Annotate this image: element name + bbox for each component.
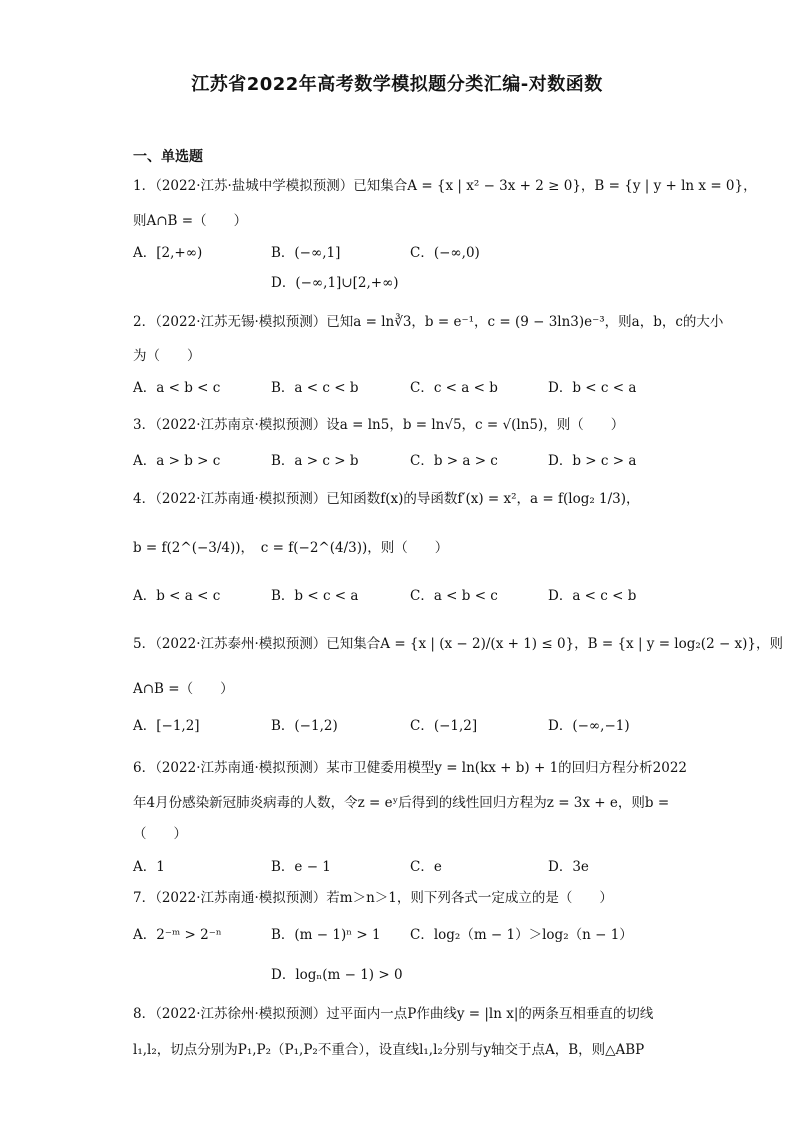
question-6-option-b: B．e − 1 [271, 859, 331, 875]
question-2-stem: 2．（2022·江苏无锡·模拟预测）已知a = ln∛3，b = e⁻¹，c = (9 − 3ln3)e⁻³，则a，b，c的大小 [133, 314, 724, 330]
question-2-stem-cont: 为（ ） [133, 348, 201, 364]
question-7-option-c: C．log₂（m − 1）＞log₂（n − 1） [410, 927, 633, 943]
question-4-stem-cont: b = f(2^(−3/4))， c = f(−2^(4/3))，则（ ） [133, 540, 449, 556]
section-heading: 一、单选题 [133, 149, 203, 165]
question-7-option-b: B．(m − 1)ⁿ > 1 [271, 927, 381, 943]
question-3-stem: 3．（2022·江苏南京·模拟预测）设a = ln5，b = ln√5，c = √(ln5)，则（ ） [133, 417, 625, 433]
question-1-option-b: B．(−∞,1] [271, 245, 341, 261]
question-3-option-d: D．b > c > a [548, 453, 637, 469]
question-1-option-c: C．(−∞,0) [410, 245, 480, 261]
question-4-option-b: B．b < c < a [271, 588, 359, 604]
question-4-option-a: A．b < a < c [133, 588, 221, 604]
question-6-stem: 6．（2022·江苏南通·模拟预测）某市卫健委用模型y = ln(kx + b) + 1的回归方程分析2022 [133, 760, 688, 776]
question-5-option-a: A．[−1,2] [133, 718, 200, 734]
document-title: 江苏省2022年高考数学模拟题分类汇编-对数函数 [191, 74, 603, 95]
question-6-option-a: A．1 [133, 859, 165, 875]
question-7-stem: 7．（2022·江苏南通·模拟预测）若m＞n＞1，则下列各式一定成立的是（ ） [133, 890, 613, 906]
question-1-stem-cont: 则A∩B =（ ） [133, 213, 248, 229]
question-6-option-d: D．3e [548, 859, 589, 875]
question-5-option-d: D．(−∞,−1) [548, 718, 630, 734]
question-5-option-b: B．(−1,2) [271, 718, 338, 734]
question-2-option-c: C．c < a < b [410, 380, 498, 396]
question-1-stem: 1．（2022·江苏·盐城中学模拟预测）已知集合A = {x | x² − 3x + 2 ≥ 0}，B = {y | y + ln x = 0}， [133, 178, 757, 194]
question-6-option-c: C．e [410, 859, 442, 875]
question-4-option-c: C．a < b < c [410, 588, 498, 604]
question-5-stem-cont: A∩B =（ ） [133, 681, 234, 697]
question-5-stem: 5．（2022·江苏泰州·模拟预测）已知集合A = {x | (x − 2)/(x + 1) ≤ 0}，B = {x | y = log₂(2 − x)}，则 [133, 636, 784, 652]
question-7-option-d: D．logₙ(m − 1) > 0 [271, 967, 403, 983]
question-7-option-a: A．2⁻ᵐ > 2⁻ⁿ [133, 927, 222, 943]
question-4-stem: 4．（2022·江苏南通·模拟预测）已知函数f(x)的导函数f′(x) = x²，a = f(log₂ 1/3)， [133, 491, 640, 507]
question-1-option-a: A．[2,+∞) [133, 245, 203, 261]
question-6-stem-cont-2: （ ） [133, 826, 187, 842]
question-2-option-d: D．b < c < a [548, 380, 637, 396]
question-6-stem-cont: 年4月份感染新冠肺炎病毒的人数，令z = eʸ后得到的线性回归方程为z = 3x + e，则b = [133, 795, 670, 811]
question-8-stem: 8．（2022·江苏徐州·模拟预测）过平面内一点P作曲线y = |ln x|的两条互相垂直的切线 [133, 1006, 654, 1022]
question-3-option-c: C．b > a > c [410, 453, 498, 469]
question-1-option-d: D．(−∞,1]∪[2,+∞) [271, 275, 399, 291]
question-3-option-a: A．a > b > c [133, 453, 221, 469]
question-5-option-c: C．(−1,2] [410, 718, 478, 734]
question-2-option-a: A．a < b < c [133, 380, 221, 396]
question-2-option-b: B．a < c < b [271, 380, 359, 396]
question-8-stem-cont: l₁,l₂，切点分别为P₁,P₂（P₁,P₂不重合），设直线l₁,l₂分别与y轴交于点A，B，则△ABP [133, 1042, 645, 1058]
question-4-option-d: D．a < c < b [548, 588, 637, 604]
question-3-option-b: B．a > c > b [271, 453, 359, 469]
